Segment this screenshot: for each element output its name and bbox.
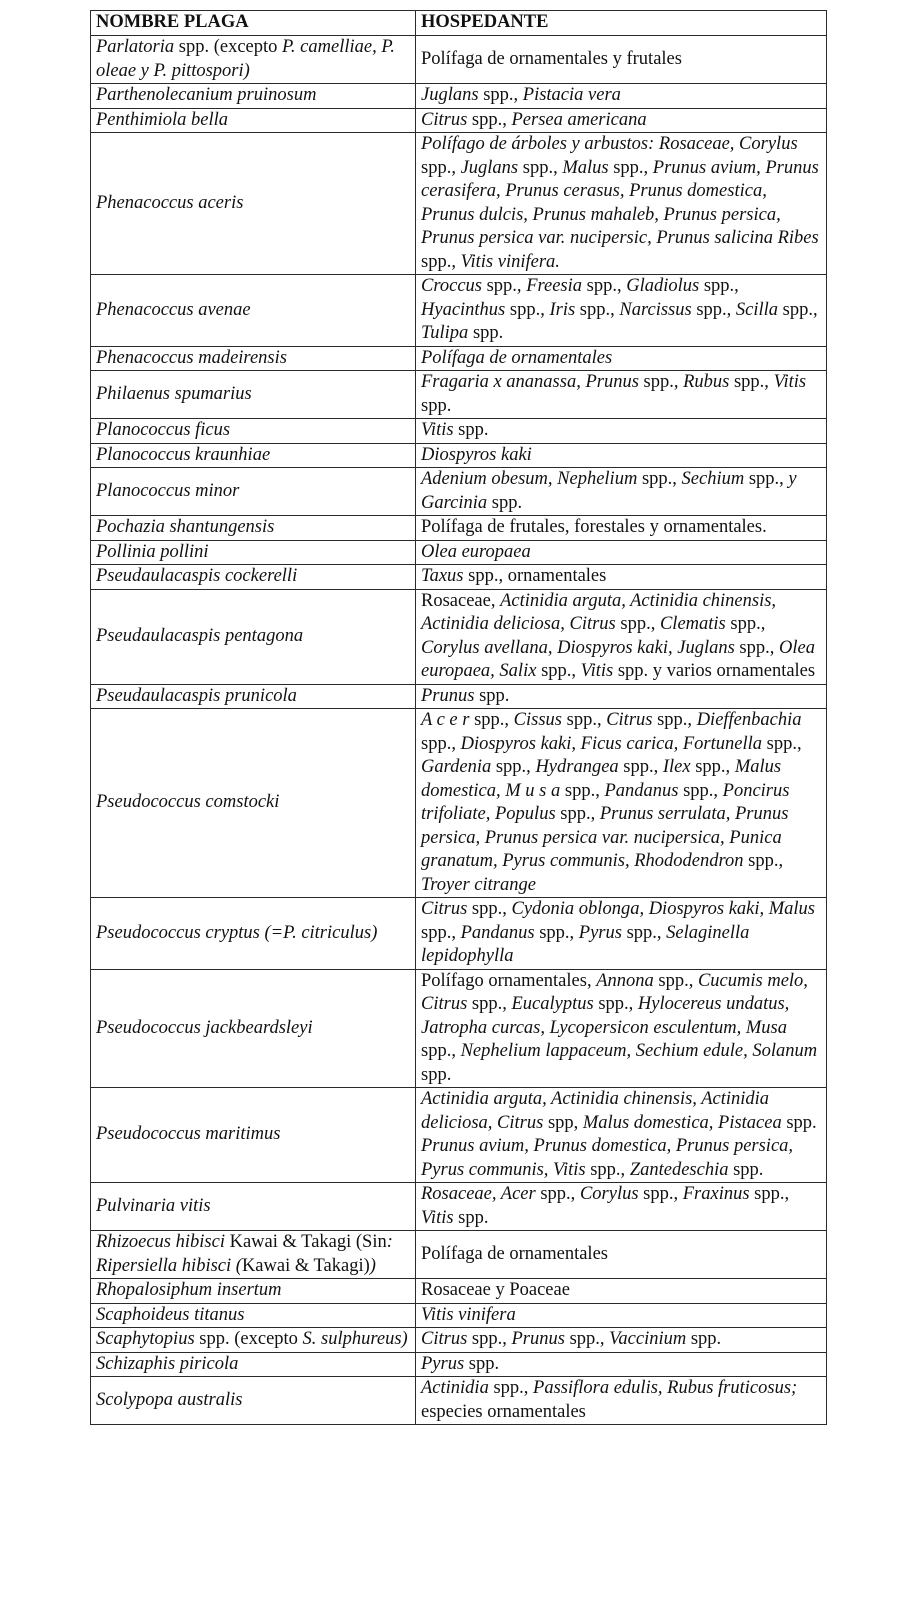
italic-text: Olea europaea: [421, 541, 531, 562]
host-cell: [416, 898, 827, 970]
text: especies ornamentales: [421, 1401, 586, 1422]
italic-text: Nephelium lappaceum, Sechium edule, Solanum: [460, 1041, 818, 1061]
text: spp.,: [560, 780, 605, 801]
italic-text: Eucalyptus: [511, 994, 594, 1014]
header-row: [91, 11, 827, 36]
table-row: [91, 1377, 827, 1425]
text: spp.,: [467, 899, 512, 919]
pest-name-cell: [91, 108, 416, 133]
pest-name-cell: [91, 516, 416, 541]
italic-text: Citrus: [606, 710, 653, 730]
italic-text: Clematis: [659, 614, 726, 634]
table-row: [91, 1183, 827, 1231]
text: spp.,: [421, 1041, 461, 1061]
text: spp.,: [505, 299, 550, 320]
host-cell: [416, 1303, 827, 1328]
italic-text: Pochazia shantungensis: [96, 517, 275, 537]
text: spp.,: [725, 614, 766, 634]
text: spp.,: [421, 251, 461, 272]
host-cell: [416, 443, 827, 468]
text: spp.: [468, 323, 504, 343]
host-cell: [416, 684, 827, 709]
italic-text: Iris: [549, 299, 576, 320]
text: spp.: [686, 1329, 722, 1349]
text: spp. (excepto: [194, 1329, 303, 1349]
host-cell: [416, 133, 827, 275]
text: spp.,: [535, 1184, 580, 1204]
text: spp.: [474, 685, 510, 706]
italic-text: Planococcus minor: [96, 480, 240, 501]
table-row: [91, 1352, 827, 1377]
italic-text: Hylocereus undatus, Jatropha curcas, Lycopersicon esculentum, Musa: [421, 994, 790, 1038]
table-row: [91, 1303, 827, 1328]
italic-text: Corylus avellana, Diospyros kaki, Juglans: [421, 637, 735, 658]
header-hospedante: HOSPEDANTE: [416, 11, 827, 36]
text: spp.,: [478, 85, 523, 105]
text: Rosaceae y Poaceae: [421, 1280, 570, 1300]
italic-text: Vaccinium: [609, 1329, 687, 1349]
text: spp.,: [467, 1329, 512, 1349]
italic-text: Scaphytopius: [96, 1329, 195, 1349]
table-row: [91, 108, 827, 133]
italic-text: Phenacoccus avenae: [96, 299, 251, 320]
italic-text: Pollinia pollini: [96, 541, 209, 562]
text: spp.,: [615, 614, 660, 634]
host-cell: [416, 1088, 827, 1183]
pest-name-cell: [91, 371, 416, 419]
italic-text: Poncirus trifoliate, Populus: [421, 780, 790, 824]
pest-name-cell: [91, 898, 416, 970]
table-row: [91, 275, 827, 347]
italic-text: Vitis: [421, 420, 454, 440]
pest-name-cell: [91, 1183, 416, 1231]
pest-name-cell: [91, 1231, 416, 1279]
table-row: [91, 898, 827, 970]
text: spp. (excepto: [174, 37, 283, 57]
italic-text: Prunus avium, Prunus cerasifera, Prunus cerasus, Prunus domestica, Prunus dulcis, Prunus mahaleb, Prunus persica, Prunus persica var. nucipersic, Prunus salicina Ribes: [421, 157, 819, 248]
host-cell: [416, 371, 827, 419]
text: Polífaga de ornamentales: [421, 1243, 608, 1264]
pest-name-cell: [91, 565, 416, 590]
table-body: [91, 36, 827, 1425]
italic-text: Philaenus spumarius: [96, 383, 252, 404]
italic-text: Juglans: [460, 157, 519, 178]
italic-text: Diospyros kaki: [421, 444, 532, 465]
italic-text: Parlatoria: [96, 37, 175, 57]
text: spp., ornamentales: [463, 566, 607, 586]
text: spp.,: [690, 757, 735, 777]
italic-text: Troyer citrange: [421, 874, 536, 895]
italic-text: S. sulphureus): [302, 1329, 408, 1349]
table-row: [91, 36, 827, 84]
italic-text: Polífago de árboles y arbustos: Rosaceae, Corylus: [421, 134, 798, 154]
pest-name-cell: [91, 684, 416, 709]
text: spp.,: [653, 970, 698, 991]
host-cell: [416, 1231, 827, 1279]
pest-name-cell: [91, 1377, 416, 1425]
italic-text: Cissus: [513, 710, 562, 730]
host-cell: [416, 1377, 827, 1425]
text: spp.,: [762, 733, 802, 754]
italic-text: Malus: [562, 157, 609, 178]
host-cell: [416, 709, 827, 898]
italic-text: Narcissus: [619, 299, 692, 320]
table-row: [91, 969, 827, 1088]
text: spp.,: [699, 276, 739, 296]
text: spp.,: [467, 994, 512, 1014]
italic-text: Vitis: [580, 661, 614, 681]
text: Kawai & Takagi): [241, 1255, 370, 1276]
italic-text: : Ripersiella hibisci (: [96, 1232, 393, 1276]
pest-name-cell: [91, 275, 416, 347]
italic-text: Scolypopa australis: [96, 1389, 243, 1410]
text: spp. y varios ornamentales: [613, 661, 816, 681]
italic-text: Olea europaea, Salix: [421, 637, 815, 681]
italic-text: Prunus serrulata, Prunus persica, Prunus persica var. nucipersica, Punica granatum, Pyrus communis, Rhododendron: [421, 804, 789, 871]
table-row: [91, 684, 827, 709]
italic-text: P. camelliae, P. oleae y P. pittospori): [96, 37, 395, 81]
italic-text: Freesia: [526, 276, 583, 296]
italic-text: Actinidia arguta, Actinidia chinensis, Actinidia deliciosa, Citrus: [421, 1089, 770, 1133]
text: Polífaga de ornamentales y frutales: [421, 48, 682, 69]
italic-text: Sechium: [681, 469, 745, 489]
italic-text: Vitis vinifera: [421, 1304, 516, 1325]
italic-text: Rhopalosiphum insertum: [96, 1280, 282, 1300]
table-row: [91, 468, 827, 516]
pest-name-cell: [91, 969, 416, 1088]
table-row: [91, 709, 827, 898]
host-cell: [416, 84, 827, 109]
italic-text: Citrus: [421, 899, 468, 919]
italic-text: Actinidia arguta, Actinidia chinensis, Actinidia deliciosa, Citrus: [421, 590, 777, 634]
text: spp.,: [637, 469, 682, 489]
italic-text: Pseudococcus jackbeardsleyi: [96, 1017, 313, 1038]
italic-text: Pyrus: [578, 922, 622, 943]
text: spp.: [421, 1064, 452, 1085]
italic-text: A c e r: [421, 710, 470, 730]
host-cell: [416, 1352, 827, 1377]
host-cell: [416, 468, 827, 516]
text: spp.,: [491, 757, 536, 777]
text: spp.,: [467, 109, 512, 130]
table-row: [91, 1231, 827, 1279]
table-row: [91, 1088, 827, 1183]
host-cell: [416, 565, 827, 590]
table-row: [91, 371, 827, 419]
text: spp.,: [749, 1184, 790, 1204]
text: spp.,: [608, 157, 653, 178]
text: spp.,: [421, 157, 461, 178]
italic-text: Pseudaulacaspis pentagona: [96, 625, 304, 646]
italic-text: Gladiolus: [626, 276, 700, 296]
italic-text: Tulipa: [421, 323, 469, 343]
italic-text: Selaginella lepidophylla: [421, 922, 750, 966]
text: spp.,: [562, 710, 607, 730]
text: spp.: [464, 1353, 500, 1374]
table-row: [91, 133, 827, 275]
italic-text: Corylus: [579, 1184, 639, 1204]
italic-text: Vitis: [421, 1207, 454, 1228]
italic-text: Pseudaulacaspis cockerelli: [96, 566, 298, 586]
text: spp.,: [638, 1184, 683, 1204]
italic-text: Cydonia oblonga, Diospyros kaki, Malus: [511, 899, 815, 919]
host-cell: [416, 969, 827, 1088]
italic-text: Hyacinthus: [421, 299, 506, 320]
text: spp.: [781, 1112, 817, 1133]
italic-text: Malus domestica, M u s a: [421, 757, 782, 801]
host-cell: [416, 1183, 827, 1231]
italic-text: Prunus avium, Prunus domestica, Prunus persica, Pyrus communis, Vitis: [421, 1136, 794, 1180]
italic-text: Pseudaulacaspis prunicola: [96, 685, 297, 706]
table-row: [91, 419, 827, 444]
italic-text: Persea americana: [511, 109, 647, 130]
italic-text: Fragaria x ananassa, Prunus: [421, 372, 639, 392]
host-cell: [416, 1328, 827, 1353]
italic-text: Planococcus ficus: [96, 420, 231, 440]
text: spp.,: [481, 276, 527, 296]
italic-text: Scilla: [735, 299, 779, 320]
table-row: [91, 516, 827, 541]
text: Rosaceae,: [421, 590, 501, 611]
italic-text: Dieffenbachia: [696, 710, 802, 730]
text: spp.,: [743, 851, 784, 871]
italic-text: Taxus: [421, 566, 464, 586]
text: spp.: [421, 395, 452, 416]
text: Polífago ornamentales,: [421, 970, 597, 991]
text: spp.,: [691, 299, 736, 320]
italic-text: Pandanus: [604, 780, 679, 801]
italic-text: Ilex: [662, 757, 691, 777]
text: Polífaga de frutales, forestales y ornamentales.: [421, 517, 767, 537]
host-cell: [416, 516, 827, 541]
italic-text: Phenacoccus madeirensis: [96, 347, 287, 368]
text: spp.,: [593, 994, 638, 1014]
host-cell: [416, 1279, 827, 1304]
text: spp.,: [585, 1159, 630, 1180]
italic-text: Juglans: [421, 85, 479, 105]
italic-text: Citrus: [421, 109, 468, 130]
text: spp.,: [652, 710, 697, 730]
text: spp.: [453, 1207, 489, 1228]
text: spp.,: [575, 299, 620, 320]
text: spp.,: [518, 157, 563, 178]
text: spp.,: [555, 804, 600, 824]
italic-text: Citrus: [421, 1329, 468, 1349]
pest-name-cell: [91, 1328, 416, 1353]
table-row: [91, 443, 827, 468]
italic-text: Pyrus: [421, 1353, 465, 1374]
pest-name-cell: [91, 1088, 416, 1183]
text: spp.,: [536, 661, 581, 681]
italic-text: Fraxinus: [682, 1184, 750, 1204]
text: spp.,: [734, 637, 779, 658]
italic-text: Passiflora edulis, Rubus fruticosus;: [533, 1378, 798, 1398]
italic-text: Rhizoecus hibisci: [96, 1232, 225, 1252]
table-row: [91, 565, 827, 590]
host-cell: [416, 36, 827, 84]
text: spp.,: [729, 372, 774, 392]
italic-text: Parthenolecanium pruinosum: [96, 85, 317, 105]
italic-text: Pseudococcus cryptus (=P. citriculus): [96, 922, 378, 943]
text: spp.,: [421, 922, 461, 943]
header-nombre-plaga: NOMBRE PLAGA: [91, 11, 416, 36]
host-cell: [416, 540, 827, 565]
text: spp.,: [678, 780, 723, 801]
italic-text: Schizaphis piricola: [96, 1353, 239, 1374]
italic-text: Hydrangea: [535, 757, 619, 777]
host-cell: [416, 275, 827, 347]
text: spp.,: [564, 1329, 610, 1349]
table-row: [91, 1279, 827, 1304]
text: spp,: [543, 1112, 583, 1133]
italic-text: Polífaga de ornamentales: [421, 347, 613, 368]
table-row: [91, 84, 827, 109]
italic-text: Scaphoideus titanus: [96, 1304, 245, 1325]
italic-text: Annona: [596, 970, 654, 991]
text: spp.,: [582, 276, 627, 296]
italic-text: Planococcus kraunhiae: [96, 444, 271, 465]
text: spp.: [728, 1159, 764, 1180]
text: spp.,: [778, 299, 818, 320]
pest-name-cell: [91, 36, 416, 84]
italic-text: Diospyros kaki, Ficus carica, Fortunella: [460, 733, 763, 754]
italic-text: Vitis: [773, 372, 807, 392]
italic-text: Croccus: [421, 276, 482, 296]
host-cell: [416, 419, 827, 444]
table-row: [91, 1328, 827, 1353]
pest-name-cell: [91, 1303, 416, 1328]
pest-name-cell: [91, 443, 416, 468]
italic-text: Penthimiola bella: [96, 109, 229, 130]
italic-text: Malus domestica, Pistacea: [582, 1112, 782, 1133]
pest-name-cell: [91, 589, 416, 684]
text: Kawai & Takagi (Sin: [224, 1232, 387, 1252]
text: spp.: [487, 492, 523, 513]
text: spp.,: [421, 733, 461, 754]
italic-text: Pseudococcus maritimus: [96, 1124, 281, 1145]
text: spp.: [453, 420, 489, 440]
pest-name-cell: [91, 84, 416, 109]
pest-name-cell: [91, 1279, 416, 1304]
pest-host-table: [90, 10, 827, 1425]
italic-text: Adenium obesum, Nephelium: [421, 469, 638, 489]
host-cell: [416, 108, 827, 133]
host-cell: [416, 346, 827, 371]
pest-name-cell: [91, 346, 416, 371]
text: spp.,: [534, 922, 579, 943]
italic-text: Rosaceae, Acer: [421, 1184, 536, 1204]
italic-text: Pseudococcus comstocki: [96, 792, 280, 813]
italic-text: Prunus: [421, 685, 475, 706]
italic-text: Pandanus: [460, 922, 535, 943]
italic-text: Phenacoccus aceris: [96, 192, 244, 213]
text: spp.,: [621, 922, 667, 943]
pest-name-cell: [91, 468, 416, 516]
italic-text: Rubus: [683, 372, 730, 392]
table-row: [91, 589, 827, 684]
text: spp.,: [744, 469, 789, 489]
pest-name-cell: [91, 133, 416, 275]
pest-name-cell: [91, 419, 416, 444]
host-cell: [416, 589, 827, 684]
italic-text: Gardenia: [421, 757, 492, 777]
text: spp.,: [618, 757, 663, 777]
italic-text: Vitis vinifera.: [460, 251, 560, 272]
pest-name-cell: [91, 709, 416, 898]
text: spp.,: [638, 372, 684, 392]
text: spp.,: [469, 710, 514, 730]
italic-text: Cucumis melo, Citrus: [421, 970, 808, 1014]
italic-text: y Garcinia: [421, 469, 797, 513]
italic-text: Pistacia vera: [522, 85, 621, 105]
italic-text: Zantedeschia: [629, 1159, 729, 1180]
text: spp.,: [488, 1378, 534, 1398]
table-row: [91, 346, 827, 371]
italic-text: ): [369, 1255, 376, 1276]
pest-name-cell: [91, 1352, 416, 1377]
italic-text: Pulvinaria vitis: [96, 1195, 211, 1216]
pest-name-cell: [91, 540, 416, 565]
table-row: [91, 540, 827, 565]
italic-text: Prunus: [511, 1329, 565, 1349]
italic-text: Actinidia: [421, 1378, 489, 1398]
